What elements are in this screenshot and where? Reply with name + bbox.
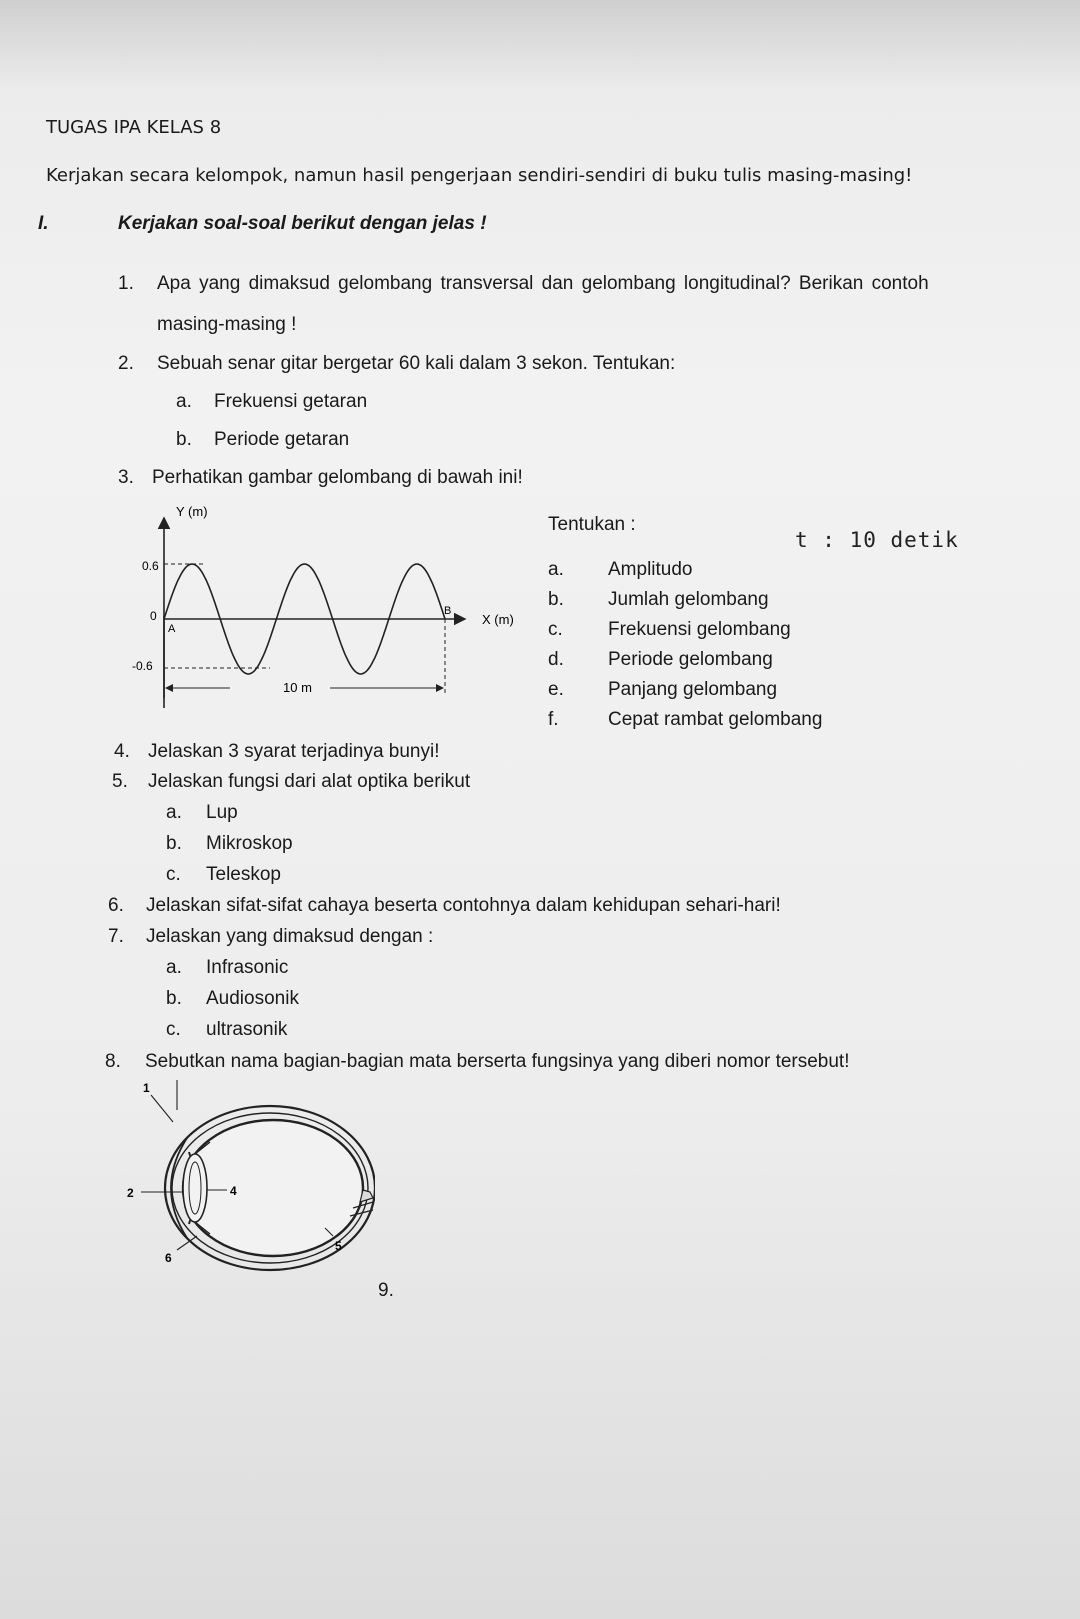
q3-item-c	[548, 619, 791, 641]
q3-item-e-letter: e.	[548, 679, 564, 700]
tentukan-label: Tentukan :	[548, 514, 636, 535]
section-title: Kerjakan soal-soal berikut dengan jelas !	[118, 213, 487, 234]
q3-item-f-letter: f.	[548, 709, 559, 730]
q3-item-f-text: Cepat rambat gelombang	[608, 709, 823, 730]
q6-text: Jelaskan sifat-sifat cahaya beserta contohnya dalam kehidupan sehari-hari!	[146, 895, 781, 916]
q3-item-b-letter: b.	[548, 589, 564, 610]
q6-number: 6.	[108, 895, 124, 916]
q2-item-b-letter: b.	[176, 429, 192, 450]
instruction-text: Kerjakan secara kelompok, namun hasil pengerjaan sendiri-sendiri di buku tulis masing-masing!	[46, 165, 913, 186]
q2-item-a-text: Frekuensi getaran	[214, 391, 368, 412]
handwritten-note: t : 10 detik	[795, 528, 959, 552]
q2-item-a-letter: a.	[176, 391, 192, 412]
q7-item-a-text: Infrasonic	[206, 957, 289, 978]
point-a-label: A	[168, 623, 176, 635]
q2-item-b-text: Periode getaran	[214, 429, 350, 450]
q5-number: 5.	[112, 771, 128, 792]
q7-item-a-letter: a.	[166, 957, 182, 978]
q1-number: 1.	[118, 273, 134, 294]
q5-item-a-text: Lup	[206, 802, 238, 823]
q2-item-a	[176, 391, 367, 413]
q8-text: Sebutkan nama bagian-bagian mata berserta fungsinya yang diberi nomor tersebut!	[145, 1051, 850, 1072]
q3-item-e-text: Panjang gelombang	[608, 679, 778, 700]
q4-text: Jelaskan 3 syarat terjadinya bunyi!	[148, 741, 440, 762]
q3-text: Perhatikan gambar gelombang di bawah ini!	[152, 467, 523, 488]
q5-item-c	[166, 864, 281, 886]
q2-number: 2.	[118, 353, 134, 374]
q3-item-d-letter: d.	[548, 649, 564, 670]
q3-item-f	[548, 709, 822, 731]
q5-item-c-letter: c.	[166, 864, 181, 885]
q3-item-b	[548, 589, 769, 611]
q5-item-b	[166, 833, 293, 855]
eye-retina	[183, 1120, 363, 1256]
eye-lens	[183, 1154, 207, 1222]
x-axis-label: X (m)	[482, 612, 514, 627]
q7-text: Jelaskan yang dimaksud dengan :	[146, 926, 434, 947]
y-bottom-label: -0.6	[132, 659, 153, 673]
q3-item-b-text: Jumlah gelombang	[608, 589, 769, 610]
eye-label-2: 2	[127, 1186, 134, 1200]
q1-text-line2: masing-masing !	[157, 314, 297, 335]
q8-number: 8.	[105, 1051, 121, 1072]
q7-item-b-text: Audiosonik	[206, 988, 299, 1009]
q3-number: 3.	[118, 467, 134, 488]
y-axis-label: Y (m)	[176, 504, 208, 519]
q5-item-b-letter: b.	[166, 833, 182, 854]
q7-item-c-letter: c.	[166, 1019, 181, 1040]
q2-item-b	[176, 429, 349, 451]
q5-item-a	[166, 802, 238, 824]
q9-number: 9.	[378, 1280, 394, 1301]
q3-item-c-letter: c.	[548, 619, 563, 640]
q7-item-b	[166, 988, 299, 1010]
q5-item-b-text: Mikroskop	[206, 833, 293, 854]
distance-label: 10 m	[283, 680, 312, 695]
eye-label-4: 4	[230, 1184, 237, 1198]
q4-number: 4.	[114, 741, 130, 762]
eye-diagram	[115, 1080, 375, 1280]
q3-item-c-text: Frekuensi gelombang	[608, 619, 791, 640]
q7-item-c-text: ultrasonik	[206, 1019, 288, 1040]
eye-label-5: 5	[335, 1239, 342, 1253]
q7-item-c	[166, 1019, 287, 1041]
q5-item-a-letter: a.	[166, 802, 182, 823]
q7-item-b-letter: b.	[166, 988, 182, 1009]
eye-optic-nerve	[360, 1190, 373, 1202]
q3-item-d-text: Periode gelombang	[608, 649, 773, 670]
y-top-label: 0.6	[142, 559, 159, 573]
q3-item-d	[548, 649, 773, 671]
q5-item-c-text: Teleskop	[206, 864, 281, 885]
wave-graph	[120, 498, 540, 718]
eye-label-6: 6	[165, 1251, 172, 1265]
section-number: I.	[38, 213, 49, 234]
q7-item-a	[166, 957, 288, 979]
point-b-label: B	[444, 605, 452, 617]
q5-text: Jelaskan fungsi dari alat optika berikut	[148, 771, 471, 792]
y-zero-label: 0	[150, 609, 157, 623]
q3-item-a	[548, 559, 693, 581]
document-title: TUGAS IPA KELAS 8	[46, 117, 222, 138]
pointer-1	[151, 1095, 173, 1122]
q3-item-a-letter: a.	[548, 559, 564, 580]
q3-item-a-text: Amplitudo	[608, 559, 693, 580]
q7-number: 7.	[108, 926, 124, 947]
q1-text-line1: Apa yang dimaksud gelombang transversal dan gelombang longitudinal? Berikan contoh	[157, 273, 929, 294]
q3-item-e	[548, 679, 777, 701]
q2-text: Sebuah senar gitar bergetar 60 kali dalam 3 sekon. Tentukan:	[157, 353, 676, 374]
eye-label-1: 1	[143, 1081, 150, 1095]
